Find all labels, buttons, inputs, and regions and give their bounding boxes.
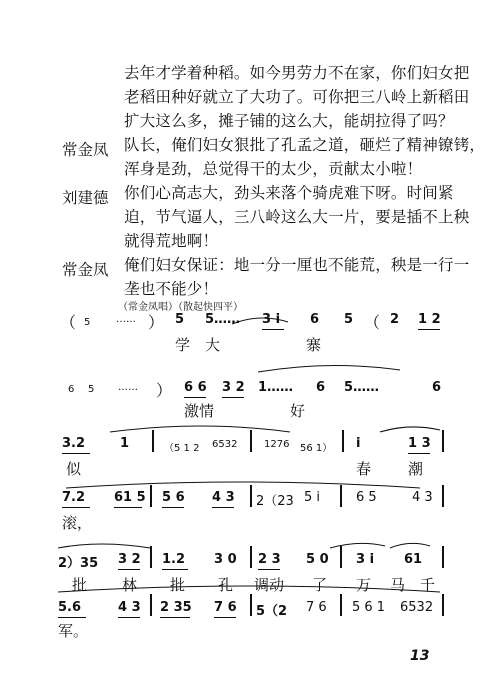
score-token: 2（23 bbox=[256, 494, 294, 509]
score-token: 3 i bbox=[356, 552, 375, 567]
speaker-name: 常金凤 bbox=[62, 141, 109, 159]
score-token: 56 1） bbox=[300, 443, 333, 454]
score-token: 5…… bbox=[344, 380, 380, 395]
score-token: 5 bbox=[84, 317, 91, 328]
score-token: 3 2 bbox=[118, 552, 141, 567]
lyric: 好 bbox=[290, 402, 306, 420]
beam-line bbox=[222, 397, 244, 398]
dialogue-line: 去年才学着种稻。如今男劳力不在家，你们妇女把 bbox=[124, 64, 470, 82]
score-token: 1…… bbox=[258, 380, 294, 395]
score-token: 2 3 bbox=[258, 552, 281, 567]
score-token: 5 i bbox=[304, 490, 321, 505]
lyric: 调动 bbox=[254, 576, 285, 594]
score-token: 6532 bbox=[400, 600, 434, 615]
lyric: 激情 bbox=[184, 402, 215, 420]
beam-line bbox=[62, 507, 90, 508]
lyric: 千 bbox=[420, 576, 436, 594]
bar-line bbox=[442, 594, 444, 616]
score-token: 6 bbox=[68, 384, 75, 395]
score-token: 3 2 bbox=[222, 380, 245, 395]
score-token: 2 35 bbox=[160, 600, 192, 615]
lyric: 滚， bbox=[62, 514, 93, 532]
beam-line bbox=[118, 617, 140, 618]
lyric: 批 bbox=[170, 576, 186, 594]
bar-line bbox=[340, 485, 342, 507]
score-token: 2 bbox=[390, 312, 400, 327]
page-number: 13 bbox=[410, 648, 430, 664]
score-token: i bbox=[356, 436, 361, 451]
bar-line bbox=[150, 546, 152, 568]
score-token: （ bbox=[60, 313, 77, 332]
dialogue-line: 就得荒地啊！ bbox=[124, 232, 219, 250]
score-token: …… bbox=[116, 314, 136, 325]
score-token: 1276 bbox=[264, 439, 290, 450]
dialogue-line: 你们心高志大，劲头来落个骑虎难下呀。时间紧 bbox=[124, 184, 454, 202]
score-token: 61 bbox=[404, 552, 423, 567]
lyric: 大 bbox=[205, 336, 221, 354]
score-token: 6 bbox=[432, 380, 442, 395]
score-token: 6 bbox=[316, 380, 326, 395]
beam-line bbox=[258, 569, 280, 570]
score-token: 3.2 bbox=[62, 436, 86, 451]
dialogue-line: 扩大这么多，摊子铺的这么大，能胡拉得了吗？ bbox=[124, 112, 454, 130]
score-token: 5 bbox=[344, 312, 354, 327]
score-token: 3 0 bbox=[214, 552, 237, 567]
score-token: 1 bbox=[120, 436, 130, 451]
score-token: 61 5 bbox=[114, 490, 146, 505]
speaker-name: 常金凤 bbox=[62, 261, 109, 279]
score-token: 5 bbox=[175, 312, 185, 327]
score-token: 7.2 bbox=[62, 490, 86, 505]
beam-line bbox=[418, 329, 440, 330]
bar-line bbox=[152, 430, 154, 452]
score-token: 4 3 bbox=[412, 490, 433, 505]
score-token: 2）35 bbox=[58, 556, 99, 571]
score-token: 1 2 bbox=[418, 312, 441, 327]
score-token: ） bbox=[148, 313, 165, 332]
lyric: 学 bbox=[175, 336, 191, 354]
score-token: 6 6 bbox=[184, 380, 207, 395]
score-token: 4 3 bbox=[212, 490, 235, 505]
score-token: 7 6 bbox=[214, 600, 237, 615]
bar-line bbox=[250, 485, 252, 507]
score-token: 5 6 bbox=[162, 490, 185, 505]
bar-line bbox=[250, 430, 252, 452]
score-token: 5 0 bbox=[306, 552, 329, 567]
bar-line bbox=[250, 546, 252, 568]
dialogue-line: 迫，节气逼人，三八岭这么大一片，要是插不上秧 bbox=[124, 208, 470, 226]
lyric: 军。 bbox=[58, 622, 89, 640]
beam-line bbox=[162, 507, 184, 508]
lyric: 林 bbox=[122, 576, 138, 594]
score-token: ） bbox=[156, 381, 173, 400]
dialogue-line: 老稻田种好就立了大功了。可你把三八岭上新稻田 bbox=[124, 88, 470, 106]
score-token: 6 5 bbox=[356, 490, 377, 505]
score-token: 4 3 bbox=[118, 600, 141, 615]
score-token: （ bbox=[364, 313, 381, 332]
bar-line bbox=[150, 594, 152, 616]
bar-line bbox=[442, 430, 444, 452]
beam-line bbox=[118, 569, 140, 570]
beam-line bbox=[114, 507, 142, 508]
beam-line bbox=[214, 617, 236, 618]
lyric: 春 bbox=[356, 460, 372, 478]
beam-line bbox=[262, 329, 284, 330]
bar-line bbox=[442, 546, 444, 568]
performance-note: （常金凤唱）（散起快四平） bbox=[118, 302, 243, 313]
beam-line bbox=[184, 397, 206, 398]
lyric: 孔 bbox=[218, 576, 234, 594]
lyric: 马 bbox=[390, 576, 406, 594]
lyric: 寨 bbox=[306, 336, 322, 354]
bar-line bbox=[150, 485, 152, 507]
bar-line bbox=[250, 594, 252, 616]
score-token: 1.2 bbox=[162, 552, 186, 567]
beam-line bbox=[62, 453, 90, 454]
score-token: 6532 bbox=[212, 439, 238, 450]
beam-line bbox=[160, 617, 190, 618]
lyric: 万 bbox=[356, 576, 372, 594]
lyric: 潮 bbox=[408, 460, 424, 478]
bar-line bbox=[342, 430, 344, 452]
score-token: 1 3 bbox=[408, 436, 431, 451]
score-token: 5 bbox=[88, 384, 95, 395]
score-token: （5 1 2 bbox=[164, 443, 200, 454]
score-token: 5…… bbox=[205, 312, 241, 327]
score-token: 5.6 bbox=[58, 600, 82, 615]
score-token: 5（2 bbox=[256, 604, 288, 619]
dialogue-line: 俺们妇女保证：地一分一厘也不能荒，秧是一行一 bbox=[124, 256, 470, 274]
beam-line bbox=[162, 569, 188, 570]
lyric: 似 bbox=[66, 460, 82, 478]
bar-line bbox=[340, 594, 342, 616]
speaker-name: 刘建德 bbox=[62, 189, 109, 207]
bar-line bbox=[442, 485, 444, 507]
score-token: …… bbox=[118, 382, 138, 393]
score-token: 6 bbox=[310, 312, 320, 327]
dialogue-line: 队长，俺们妇女狠批了孔孟之道，砸烂了精神镣铐， bbox=[124, 136, 486, 154]
score-token: 3 i bbox=[262, 312, 281, 327]
dialogue-line: 垄也不能少！ bbox=[124, 280, 219, 298]
beam-line bbox=[212, 507, 234, 508]
lyric: 批 bbox=[72, 576, 88, 594]
lyric: 了 bbox=[312, 576, 328, 594]
score-token: 5 6 1 bbox=[352, 600, 386, 615]
bar-line bbox=[340, 546, 342, 568]
dialogue-line: 浑身是劲，总觉得干的太少，贡献太小啦！ bbox=[124, 160, 423, 178]
beam-line bbox=[58, 617, 86, 618]
beam-line bbox=[408, 453, 430, 454]
score-token: 7 6 bbox=[306, 600, 327, 615]
